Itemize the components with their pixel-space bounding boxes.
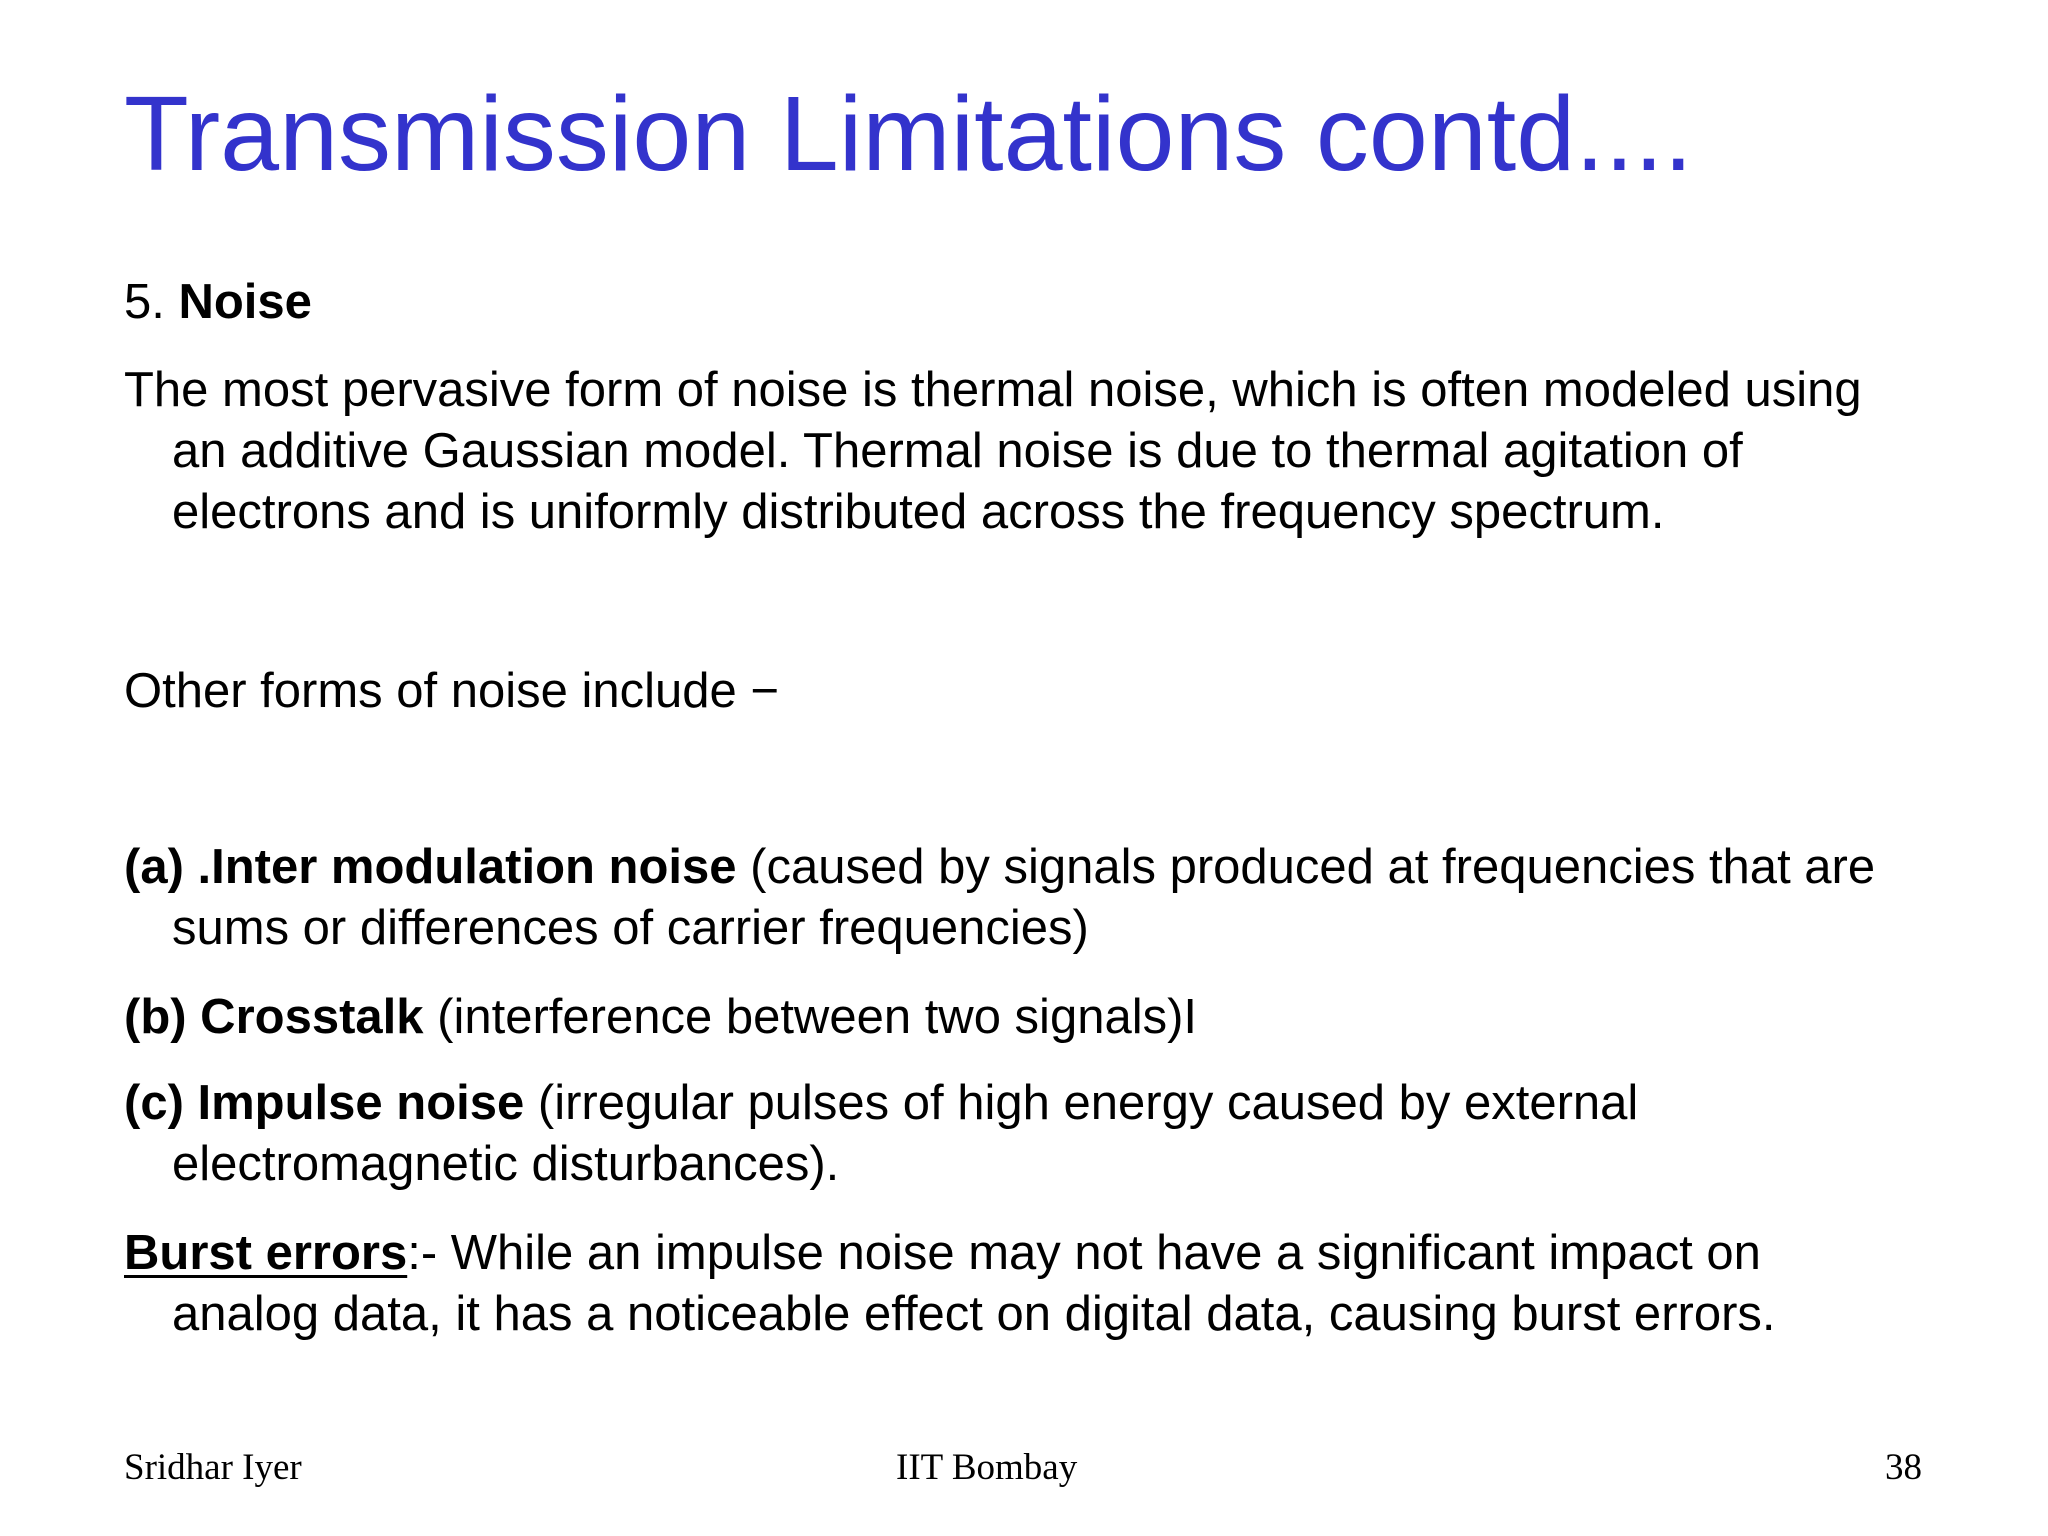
section-heading [124,272,1914,333]
noise-type-marker: (a) .Inter modulation noise [124,840,737,894]
noise-type-description: (interference between two signals)I [423,990,1198,1044]
footer-page-number: 38 [1885,1447,1922,1488]
footer-institution: IIT Bombay [896,1447,1078,1488]
thermal-noise-paragraph: The most pervasive form of noise is thermal noise, which is often modeled using an additive Gaussian model. Thermal noise is due to thermal agitation of electrons and is uniformly distributed across the frequency spectrum. [124,363,1862,539]
noise-type-description: (irregular pulses of high energy caused by external electromagnetic disturbances). [172,1076,1639,1191]
noise-type-item [124,987,1914,1048]
noise-type-marker: (b) Crosstalk [124,990,424,1044]
section-label: Noise [178,275,312,329]
section-number: 5. [124,275,179,329]
burst-errors-text: :- While an impulse noise may not have a significant impact on analog data, it has a noticeable effect on digital data, causing burst errors. [172,1226,1776,1341]
noise-type-marker: (c) Impulse noise [124,1076,525,1130]
noise-type-item [124,837,1914,959]
noise-type-item [124,1073,1914,1195]
footer-author: Sridhar Iyer [124,1447,302,1488]
slide-title: Transmission Limitations contd.... [124,75,1693,193]
burst-errors-paragraph [124,1223,1914,1345]
burst-errors-term: Burst errors [124,1226,408,1280]
other-forms-intro: Other forms of noise include − [124,664,780,718]
noise-type-description: (caused by signals produced at frequencies that are sums or differences of carrier frequencies) [172,840,1876,955]
